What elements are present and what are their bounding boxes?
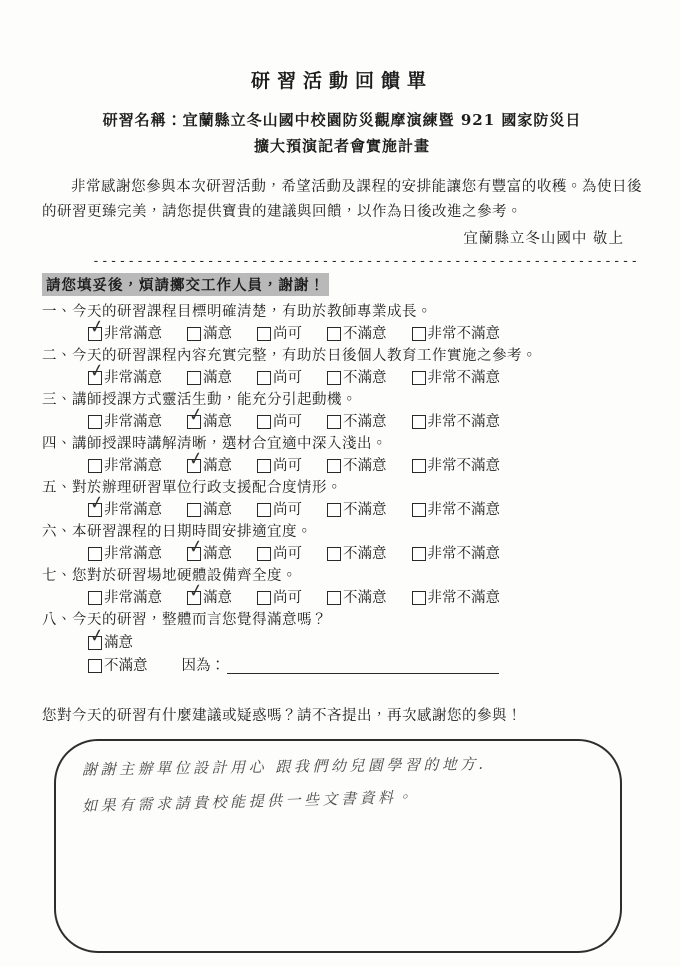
question-block <box>42 434 642 477</box>
rating-option <box>88 544 162 566</box>
reason-label: 因為： <box>181 657 225 674</box>
option-label: 不滿意 <box>343 501 387 518</box>
checkbox[interactable] <box>88 315 105 341</box>
checkmark-icon: ✓ <box>188 403 204 427</box>
option-label: 非常不滿意 <box>427 325 500 342</box>
form-title: 研習活動回饋單 <box>250 70 433 92</box>
activity-name-line2: 擴大預演記者會實施計畫 <box>253 137 430 155</box>
checkbox[interactable] <box>187 535 204 561</box>
rating-option <box>257 324 302 346</box>
question-options-row <box>42 535 642 566</box>
activity-name <box>42 107 642 159</box>
question-block <box>42 302 642 345</box>
rating-option <box>257 456 302 478</box>
rating-option <box>257 500 302 522</box>
rating-option <box>327 324 387 346</box>
rating-option <box>187 447 232 478</box>
checkmark-icon: ✓ <box>188 447 204 471</box>
question-text: 三、講師授課方式靈活生動，能充分引起動機。 <box>42 392 357 408</box>
question-block <box>42 522 642 565</box>
option-label: 不滿意 <box>343 369 387 386</box>
option-label: 不滿意 <box>104 657 148 674</box>
option-label: 尚可 <box>273 501 302 518</box>
checkbox[interactable] <box>257 371 271 385</box>
question-text: 二、今天的研習課程內容充實完整，有助於日後個人教育工作實施之參考。 <box>42 348 537 364</box>
option-label: 滿意 <box>203 325 232 342</box>
question-options-row <box>42 579 642 610</box>
questions-list <box>42 302 642 609</box>
rating-option <box>412 544 501 566</box>
option-label: 尚可 <box>273 589 302 606</box>
option-label: 非常滿意 <box>104 457 162 474</box>
option-label: 尚可 <box>273 369 302 386</box>
rating-option <box>412 324 501 346</box>
checkbox[interactable] <box>327 503 341 517</box>
option-label: 非常滿意 <box>104 545 162 562</box>
option-label: 尚可 <box>273 545 302 562</box>
rating-option <box>187 535 232 566</box>
option-label: 非常滿意 <box>104 369 162 386</box>
option-label: 尚可 <box>273 325 302 342</box>
rating-option <box>412 456 501 478</box>
question-text: 四、講師授課時講解清晰，選材合宜適中深入淺出。 <box>42 436 387 452</box>
option-label: 非常不滿意 <box>427 589 500 606</box>
rating-option <box>88 456 162 478</box>
comment-box[interactable] <box>54 739 622 953</box>
question-8 <box>42 610 642 678</box>
rating-option <box>257 412 302 434</box>
option-label: 尚可 <box>273 457 302 474</box>
checkbox[interactable] <box>412 415 426 429</box>
rating-option <box>412 368 501 390</box>
question-block <box>42 566 642 609</box>
rating-option <box>257 368 302 390</box>
question-options-row <box>42 403 642 434</box>
dashed-divider: -------------------------------------------------------------- <box>92 254 640 269</box>
rating-option <box>327 456 387 478</box>
rating-option <box>327 368 387 390</box>
checkbox[interactable] <box>257 503 271 517</box>
rating-option <box>88 315 162 346</box>
rating-option <box>327 588 387 610</box>
checkbox[interactable] <box>187 371 201 385</box>
q8-unsatisfied-row <box>42 655 642 678</box>
option-label: 滿意 <box>203 501 232 518</box>
option-label: 非常滿意 <box>104 589 162 606</box>
question-text: 七、您對於研習場地硬體設備齊全度。 <box>42 568 297 584</box>
option-label: 不滿意 <box>343 413 387 430</box>
checkbox[interactable] <box>327 547 341 561</box>
checkbox-unsatisfied[interactable] <box>88 659 102 673</box>
option-label: 滿意 <box>203 413 232 430</box>
rating-option <box>412 412 501 434</box>
rating-option <box>187 368 232 390</box>
checkbox[interactable] <box>412 459 426 473</box>
checkbox[interactable] <box>187 403 204 429</box>
question-options-row <box>42 491 642 522</box>
rating-option <box>412 500 501 522</box>
checkbox[interactable] <box>412 591 426 605</box>
option-label: 滿意 <box>203 369 232 386</box>
question-block <box>42 346 642 389</box>
option-label: 非常不滿意 <box>427 413 500 430</box>
option-label: 不滿意 <box>343 457 387 474</box>
question-text: 一、今天的研習課程目標明確清楚，有助於教師專業成長。 <box>42 304 432 320</box>
question-options-row <box>42 315 642 346</box>
question-options-row <box>42 447 642 478</box>
activity-name-label: 研習名稱： <box>102 111 183 129</box>
option-label: 非常不滿意 <box>427 457 500 474</box>
rating-option <box>187 403 232 434</box>
checkmark-icon: ✓ <box>89 315 105 339</box>
rating-option <box>327 544 387 566</box>
handwritten-note-line2: 如果有需求請貴校能提供一些文書資料。 <box>81 787 416 815</box>
checkbox[interactable] <box>257 547 271 561</box>
checkbox[interactable] <box>257 459 271 473</box>
checkbox[interactable] <box>88 591 102 605</box>
checkmark-icon: ✓ <box>188 535 204 559</box>
checkbox[interactable] <box>257 327 271 341</box>
intro-paragraph: 非常感謝您參與本次研習活動，希望活動及課程的安排能讓您有豐富的收穫。為使日後的研習更臻完美，請您提供寶貴的建議與回饋，以作為日後改進之參考。 <box>42 179 642 220</box>
option-label: 滿意 <box>203 457 232 474</box>
checkbox[interactable] <box>327 371 341 385</box>
question-text: 八、今天的研習，整體而言您覺得滿意嗎？ <box>42 612 327 628</box>
option-label: 非常不滿意 <box>427 545 500 562</box>
checkbox[interactable] <box>187 447 204 473</box>
checkbox[interactable] <box>412 547 426 561</box>
checkbox-satisfied[interactable] <box>88 624 105 650</box>
rating-option <box>257 544 302 566</box>
option-label: 非常不滿意 <box>427 369 500 386</box>
checkmark-icon: ✓ <box>89 359 105 383</box>
reason-blank-field[interactable] <box>227 659 499 674</box>
checkmark-icon: ✓ <box>89 624 105 648</box>
question-block <box>42 478 642 521</box>
question-text: 六、本研習課程的日期時間安排適宜度。 <box>42 524 312 540</box>
checkbox[interactable] <box>412 327 426 341</box>
question-block <box>42 390 642 433</box>
option-label: 不滿意 <box>343 589 387 606</box>
rating-option <box>327 500 387 522</box>
checkbox[interactable] <box>412 371 426 385</box>
checkbox[interactable] <box>187 327 201 341</box>
checkbox[interactable] <box>88 459 102 473</box>
rating-option <box>187 324 232 346</box>
option-label: 不滿意 <box>343 545 387 562</box>
instruction-highlight: 請您填妥後，煩請擲交工作人員，謝謝！ <box>42 273 329 296</box>
suggestion-prompt: 您對今天的研習有什麼建議或疑惑嗎？請不吝提出，再次感謝您的參與！ <box>42 707 522 724</box>
checkbox[interactable] <box>327 327 341 341</box>
checkbox[interactable] <box>327 459 341 473</box>
checkbox[interactable] <box>257 591 271 605</box>
rating-option <box>257 588 302 610</box>
question-options-row <box>42 359 642 390</box>
option-label: 滿意 <box>203 545 232 562</box>
rating-option <box>412 588 501 610</box>
rating-option <box>187 579 232 610</box>
q8-satisfied-row <box>42 624 642 655</box>
checkbox[interactable] <box>88 547 102 561</box>
rating-option <box>187 500 232 522</box>
question-text: 五、對於辦理研習單位行政支援配合度情形。 <box>42 480 342 496</box>
option-label: 非常不滿意 <box>427 501 500 518</box>
checkmark-icon: ✓ <box>89 491 105 515</box>
option-label: 非常滿意 <box>104 413 162 430</box>
option-label: 滿意 <box>104 634 133 651</box>
rating-option <box>88 588 162 610</box>
checkbox[interactable] <box>327 415 341 429</box>
checkbox[interactable] <box>88 415 102 429</box>
option-label: 非常滿意 <box>104 501 162 518</box>
checkbox[interactable] <box>327 591 341 605</box>
option-label: 尚可 <box>273 413 302 430</box>
signature-line: 宜蘭縣立冬山國中 敬上 <box>463 231 624 247</box>
activity-name-line1: 宜蘭縣立冬山國中校園防災觀摩演練暨 921 國家防災日 <box>182 111 582 129</box>
checkbox[interactable] <box>187 503 201 517</box>
handwritten-note-line1: 謝謝主辦單位設計用心 跟我們幼兒園學習的地方. <box>81 754 488 779</box>
checkbox[interactable] <box>88 491 105 517</box>
checkbox[interactable] <box>88 359 105 385</box>
rating-option <box>88 491 162 522</box>
checkbox[interactable] <box>187 579 204 605</box>
rating-option <box>88 359 162 390</box>
rating-option <box>88 412 162 434</box>
option-label: 滿意 <box>203 589 232 606</box>
checkbox[interactable] <box>412 503 426 517</box>
checkmark-icon: ✓ <box>188 579 204 603</box>
option-label: 不滿意 <box>343 325 387 342</box>
checkbox[interactable] <box>257 415 271 429</box>
rating-option <box>327 412 387 434</box>
option-label: 非常滿意 <box>104 325 162 342</box>
